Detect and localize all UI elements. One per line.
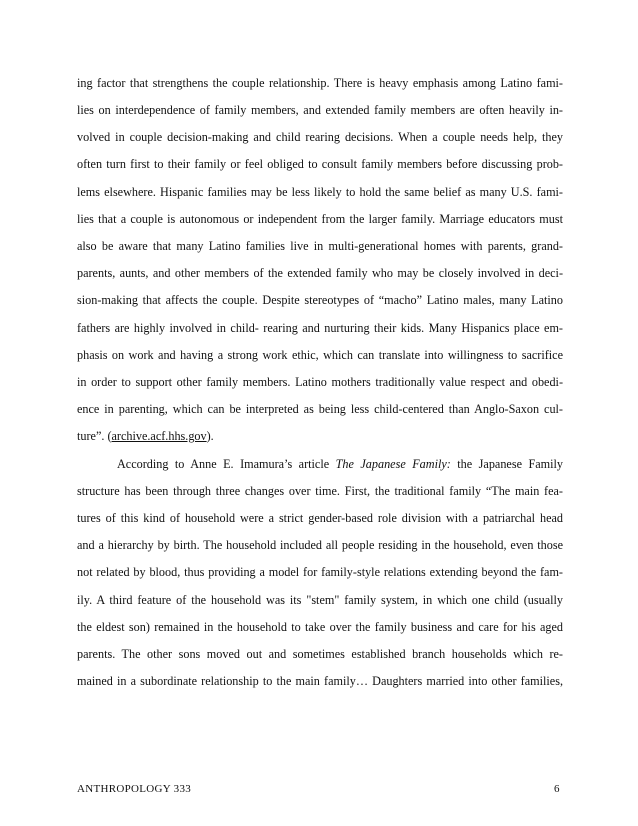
text-line: the eldest son) remained in the household to take over the family business and care for his aged xyxy=(77,620,563,634)
text-line: parents, aunts, and other members of the extended family who may be closely involved in deci- xyxy=(77,266,563,280)
page-number: 6 xyxy=(554,783,560,795)
text-line: volved in couple decision-making and child rearing decisions. When a couple needs help, they xyxy=(77,130,563,144)
text-line xyxy=(77,428,214,444)
text-line: parents. The other sons moved out and sometimes established branch households which re- xyxy=(77,647,563,661)
text-line: mained in a subordinate relationship to the main family… Daughters married into other families, xyxy=(77,674,563,688)
text-line: lems elsewhere. Hispanic families may be less likely to hold the same belief as many U.S. fami- xyxy=(77,185,563,199)
text-line: tures of this kind of household were a strict gender-based role division with a patriarchal head xyxy=(77,511,563,525)
text-line: sion-making that affects the couple. Despite stereotypes of “macho” Latino males, many Latino xyxy=(77,293,563,307)
text-line: in order to support other family members. Latino mothers traditionally value respect and obedi- xyxy=(77,375,563,389)
text-fragment: ture”. ( xyxy=(77,429,112,443)
text-fragment: the Japanese Family xyxy=(450,457,564,471)
text-line xyxy=(117,456,563,472)
text-line: phasis on work and having a strong work ethic, which can translate into willingness to sacrifice xyxy=(77,348,563,362)
text-line: ence in parenting, which can be interpreted as being less child-centered than Anglo-Saxon cul- xyxy=(77,402,563,416)
text-line: lies that a couple is autonomous or independent from the larger family. Marriage educators must xyxy=(77,212,563,226)
text-line: not related by blood, thus providing a model for family-style relations extending beyond the fam- xyxy=(77,565,563,579)
text-line: structure has been through three changes over time. First, the traditional family “The main fea- xyxy=(77,484,563,498)
text-line: often turn first to their family or feel obliged to consult family members before discussing prob- xyxy=(77,157,563,171)
text-fragment: ). xyxy=(206,429,214,443)
article-title: The Japanese Family: xyxy=(335,457,451,471)
running-footer: ANTHROPOLOGY 333 xyxy=(77,783,192,795)
text-line: lies on interdependence of family members, and extended family members are often heavily in- xyxy=(77,103,563,117)
text-line: ing factor that strengthens the couple relationship. There is heavy emphasis among Latino fami- xyxy=(77,76,563,90)
text-line: also be aware that many Latino families live in multi-generational homes with parents, grand- xyxy=(77,239,563,253)
text-line: ily. A third feature of the household was its "stem" family system, in which one child (usually xyxy=(77,593,563,607)
text-line: and a hierarchy by birth. The household included all people residing in the household, even those xyxy=(77,538,563,552)
text-fragment: According to Anne E. Imamura’s article xyxy=(117,457,336,471)
citation-link[interactable]: archive.acf.hhs.gov xyxy=(111,429,207,443)
text-line: fathers are highly involved in child- rearing and nurturing their kids. Many Hispanics place em- xyxy=(77,321,563,335)
